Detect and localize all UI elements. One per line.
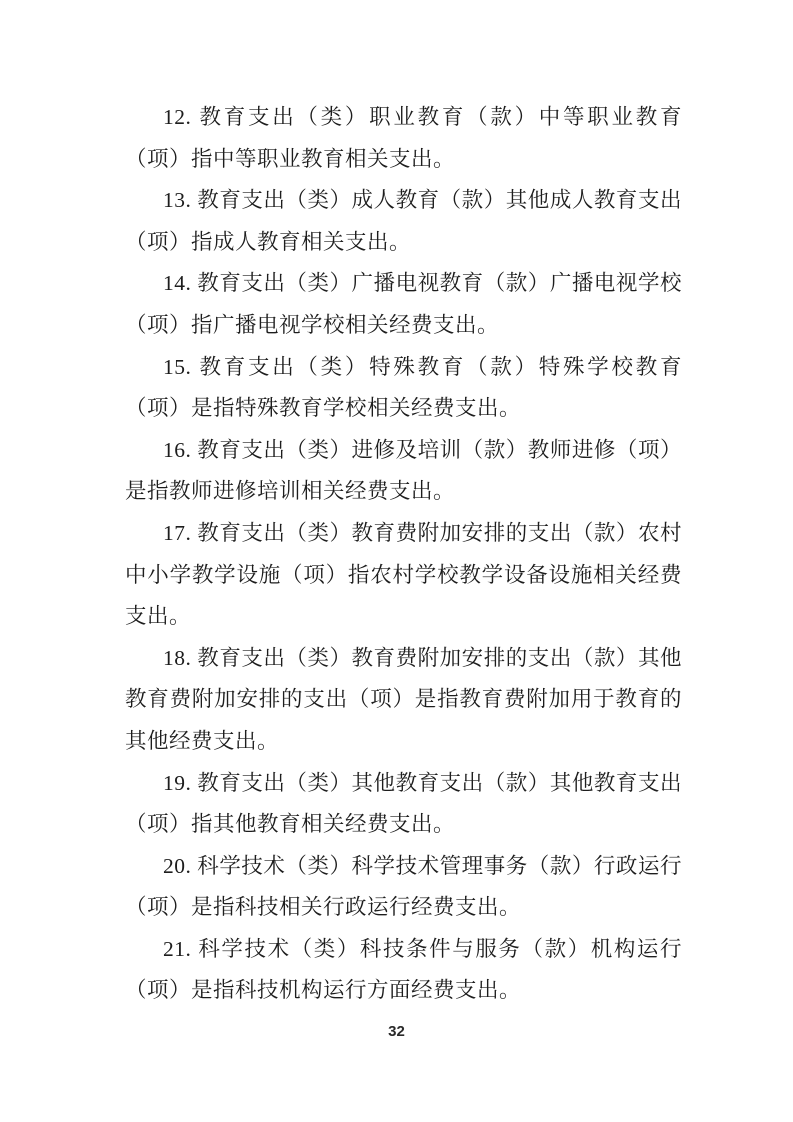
paragraph-13: 13. 教育支出（类）成人教育（款）其他成人教育支出（项）指成人教育相关支出。: [125, 188, 682, 254]
page-footer: [0, 1023, 793, 1041]
paragraph-16: 16. 教育支出（类）进修及培训（款）教师进修（项）是指教师进修培训相关经费支出。: [125, 437, 682, 504]
paragraph-12: 12. 教育支出（类）职业教育（款）中等职业教育（项）指中等职业教育相关支出。: [125, 105, 682, 171]
paragraph-14: 14. 教育支出（类）广播电视教育（款）广播电视学校（项）指广播电视学校相关经费支出。: [125, 271, 682, 337]
paragraph-21: 21. 科学技术（类）科技条件与服务（款）机构运行（项）是指科技机构运行方面经费支出。: [125, 936, 682, 1003]
page-number: 32: [388, 1023, 405, 1040]
paragraph-18: 18. 教育支出（类）教育费附加安排的支出（款）其他教育费附加安排的支出（项）是指教育费附加用于教育的其他经费支出。: [125, 645, 682, 753]
paragraph-15: 15. 教育支出（类）特殊教育（款）特殊学校教育（项）是指特殊教育学校相关经费支出。: [125, 354, 682, 421]
paragraph-20: 20. 科学技术（类）科学技术管理事务（款）行政运行（项）是指科技相关行政运行经费支出。: [125, 853, 682, 920]
paragraph-17: 17. 教育支出（类）教育费附加安排的支出（款）农村中小学教学设施（项）指农村学校教学设备设施相关经费支出。: [125, 520, 682, 629]
paragraph-19: 19. 教育支出（类）其他教育支出（款）其他教育支出（项）指其他教育相关经费支出。: [125, 770, 682, 837]
document-body: [125, 97, 682, 1012]
